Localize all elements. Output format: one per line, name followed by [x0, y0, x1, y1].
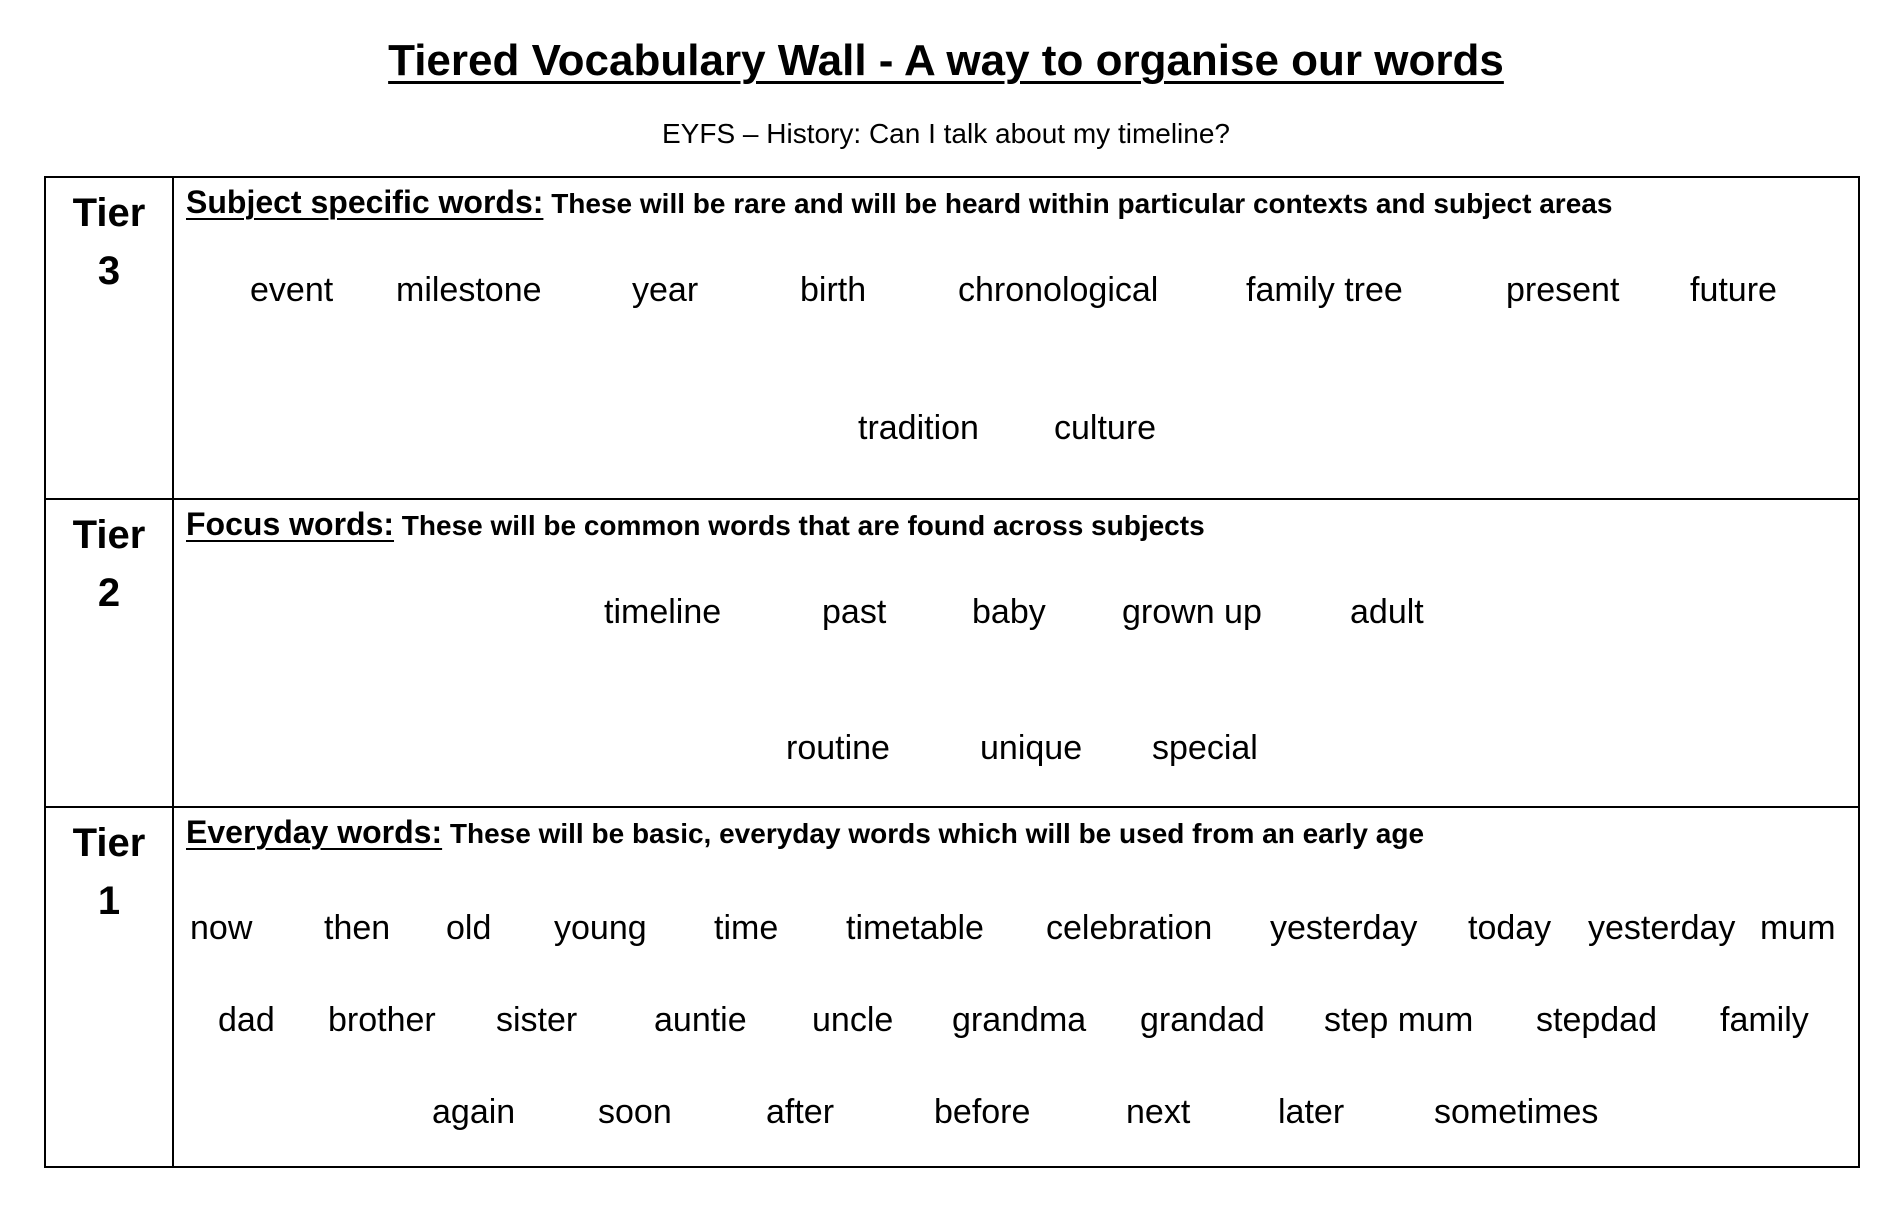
word: adult [1350, 593, 1424, 631]
word: mum [1760, 909, 1836, 947]
word: baby [972, 593, 1046, 631]
tier-3-row [46, 178, 1858, 500]
word: present [1506, 271, 1620, 309]
word: yesterday [1270, 909, 1418, 947]
tier-label-number: 1 [97, 879, 121, 923]
word: sister [496, 1001, 578, 1039]
word: brother [328, 1001, 436, 1039]
word: grandma [952, 1001, 1087, 1039]
word: tradition [858, 409, 979, 447]
tier-2-content [174, 500, 1858, 806]
tier-1-label [46, 808, 174, 1166]
word: routine [786, 729, 890, 767]
word: stepdad [1536, 1001, 1657, 1039]
word: step mum [1324, 1001, 1474, 1039]
tier-label-word: Tier [72, 513, 146, 557]
word: timeline [604, 593, 722, 631]
word: chronological [958, 271, 1159, 309]
word: unique [980, 729, 1083, 767]
word: old [446, 909, 492, 947]
tier-1-heading-desc: These will be basic, everyday words which will be used from an early age [442, 818, 1425, 849]
word: family tree [1246, 271, 1403, 309]
tier-2-heading-desc: These will be common words that are found across subjects [394, 510, 1205, 541]
word: grandad [1140, 1001, 1265, 1039]
word: after [766, 1093, 835, 1131]
tier-2-label [46, 500, 174, 806]
page-subtitle: EYFS – History: Can I talk about my timeline? [662, 118, 1230, 149]
tier-2-heading [186, 504, 1205, 546]
word: yesterday [1588, 909, 1736, 947]
tier-3-heading [186, 182, 1612, 224]
word: future [1690, 271, 1777, 309]
word: young [554, 909, 647, 947]
word: grown up [1122, 593, 1262, 631]
word: culture [1054, 409, 1157, 447]
word: family [1720, 1001, 1809, 1039]
tier-label-number: 3 [97, 249, 121, 293]
word: sometimes [1434, 1093, 1599, 1131]
word: uncle [812, 1001, 894, 1039]
tier-1-heading [186, 812, 1424, 854]
word: past [822, 593, 887, 631]
page-title: Tiered Vocabulary Wall - A way to organise our words [388, 36, 1504, 85]
word: birth [800, 271, 867, 309]
word: now [190, 909, 253, 947]
tier-1-content [174, 808, 1858, 1166]
tier-3-heading-key: Subject specific words: [186, 184, 544, 220]
word: later [1278, 1093, 1345, 1131]
vocabulary-table [44, 176, 1860, 1168]
word: soon [598, 1093, 672, 1131]
word: before [934, 1093, 1031, 1131]
word: celebration [1046, 909, 1213, 947]
word: today [1468, 909, 1552, 947]
word: year [632, 271, 699, 309]
tier-3-content [174, 178, 1858, 498]
word: time [714, 909, 779, 947]
word: special [1152, 729, 1258, 767]
tier-label-word: Tier [72, 191, 146, 235]
tier-1-heading-key: Everyday words: [186, 814, 443, 850]
tier-3-heading-desc: These will be rare and will be heard within particular contexts and subject areas [543, 188, 1613, 219]
tier-3-label [46, 178, 174, 498]
word: next [1126, 1093, 1191, 1131]
word: auntie [654, 1001, 747, 1039]
tier-label-word: Tier [72, 821, 146, 865]
word: dad [218, 1001, 275, 1039]
tier-2-row [46, 500, 1858, 808]
word: again [432, 1093, 516, 1131]
tier-label-number: 2 [97, 571, 121, 615]
tier-1-row [46, 808, 1858, 1166]
word: event [250, 271, 334, 309]
tier-2-heading-key: Focus words: [186, 506, 395, 542]
word: timetable [846, 909, 984, 947]
word: then [324, 909, 391, 947]
word: milestone [396, 271, 542, 309]
